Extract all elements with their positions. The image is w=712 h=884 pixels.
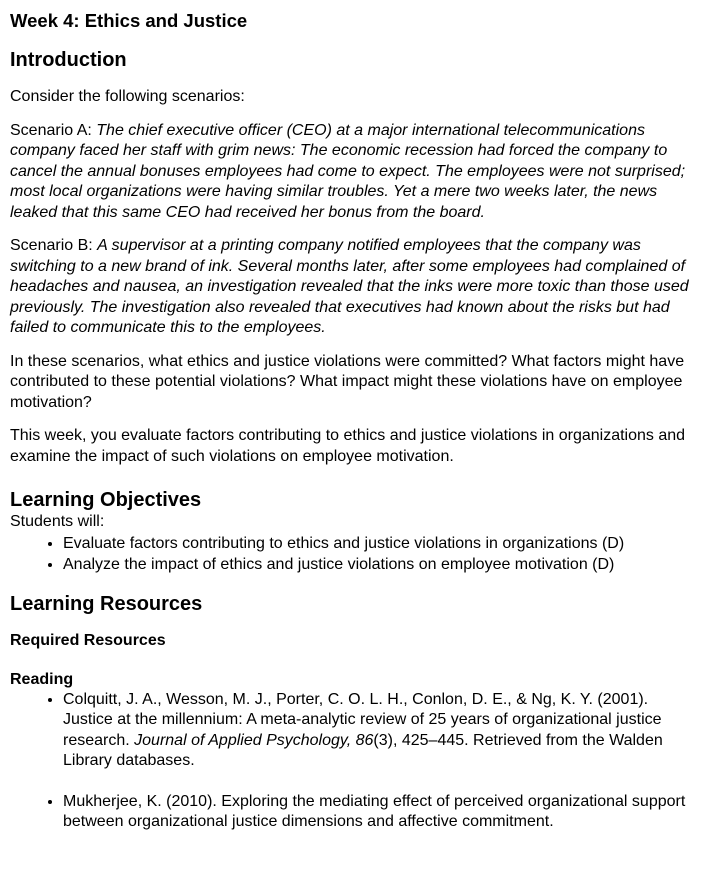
scenario-questions: In these scenarios, what ethics and justice violations were committed? What factors might have contributed to these potential violations? What impact might these violations have on employee motivation? <box>10 352 685 411</box>
objectives-lead: Students will: <box>10 513 105 530</box>
introduction-lead: Consider the following scenarios: <box>10 88 245 105</box>
reading-item <box>63 792 702 833</box>
required-resources-heading: Required Resources <box>10 631 166 649</box>
reading-citation-start: Mukherjee, K. (2010). Exploring the mediating effect of perceived organizational support between organizational justice dimensions and affective commitment. <box>63 792 686 830</box>
scenario-b <box>10 236 702 339</box>
scenario-b-text: A supervisor at a printing company notified employees that the company was switching to a new brand of ink. Several months later, after some employees had complained of headaches and nausea, an investigation revealed that the inks were more toxic than those used previously. The investigation also revealed that executives had known about the risks but had failed to communicate this to the employees. <box>10 237 689 336</box>
scenario-a-text: The chief executive officer (CEO) at a major international telecommunications company faced her staff with grim news: The economic recession had forced the company to cancel the annual bonuses employees had come to expect. The employees were not surprised; most local organizations were having similar troubles. Yet a mere two weeks later, the news leaked that this same CEO had received her bonus from the board. <box>10 121 686 221</box>
page-title: Week 4: Ethics and Justice <box>10 10 248 31</box>
objectives-heading: Learning Objectives <box>10 489 202 511</box>
scenario-b-label: Scenario B: <box>10 237 98 254</box>
reading-list <box>10 690 702 833</box>
resources-heading: Learning Resources <box>10 592 203 615</box>
introduction-heading: Introduction <box>10 49 127 71</box>
scenario-a-label: Scenario A: <box>10 121 97 139</box>
scenario-a <box>10 121 702 224</box>
reading-citation-end: (3), 425–445. Retrieved from the Walden Library databases. <box>63 731 663 769</box>
objective-item: • Analyze the impact of ethics and justice violations on employee motivation (D) <box>63 555 702 576</box>
reading-citation-start: Colquitt, J. A., Wesson, M. J., Porter, C. O. L. H., Conlon, D. E., & Ng, K. Y. (2001). Justice at the millennium: A meta-analytic review of 25 years of organizational justice research. <box>63 690 662 749</box>
objectives-list <box>10 534 702 576</box>
reading-heading: Reading <box>10 670 74 688</box>
reading-journal: Journal of Applied Psychology, 86 <box>134 731 374 749</box>
this-week-summary: This week, you evaluate factors contributing to ethics and justice violations in organizations and examine the impact of such violations on employee motivation. <box>10 427 686 465</box>
objective-item: • Evaluate factors contributing to ethics and justice violations in organizations (D) <box>63 534 702 555</box>
reading-item <box>63 690 702 772</box>
